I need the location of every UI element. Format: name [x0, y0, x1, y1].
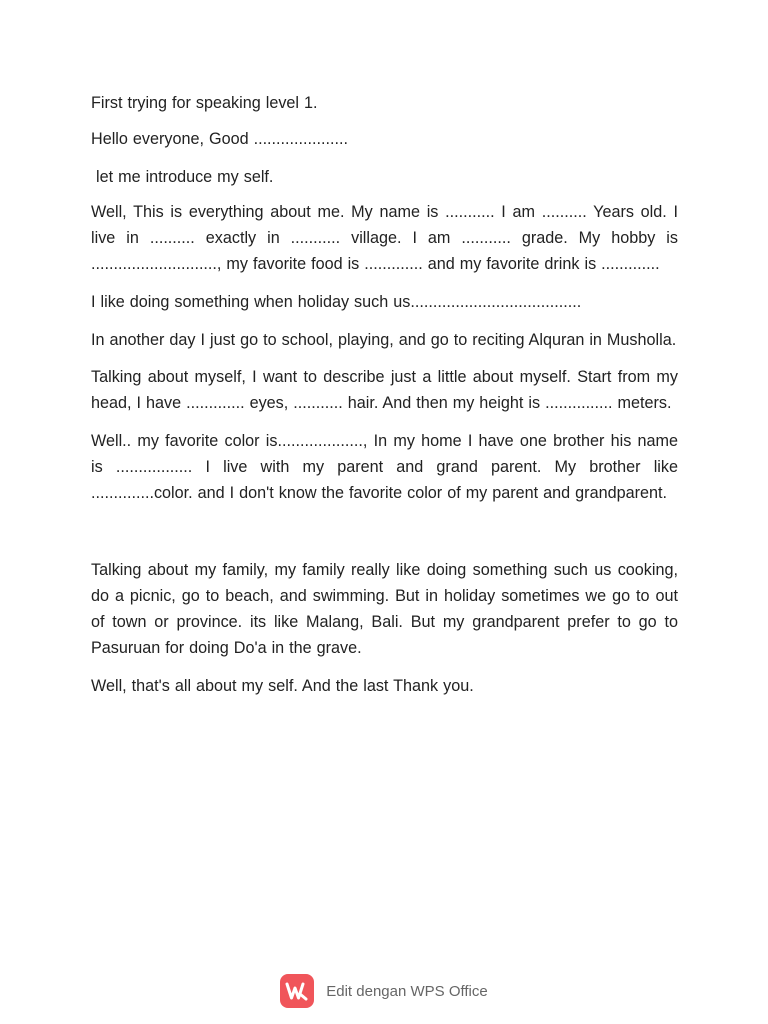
favorite-color-paragraph: Well.. my favorite color is..................., In my home I have one brother his name is ................. I live with my parent and grand parent. My brother like ..............color. and I don't know the favorite color of my parent and grandparent.: [91, 431, 678, 502]
family-paragraph: Talking about my family, my family really like doing something such us cooking, do a picnic, go to beach, and swimming. But in holiday sometimes we go to out of town or province. its like Malang, Bali. But my grandparent prefer to go to Pasuruan for doing Do'a in the grave.: [91, 561, 678, 657]
holiday-paragraph: I like doing something when holiday such us......................................: [91, 292, 582, 311]
daily-activity-paragraph: In another day I just go to school, playing, and go to reciting Alquran in Musholla.: [91, 330, 677, 349]
greeting-paragraph: Hello everyone, Good .....................: [91, 129, 349, 148]
closing-paragraph: Well, that's all about my self. And the last Thank you.: [91, 676, 474, 695]
wps-office-logo-icon: [280, 974, 314, 1008]
about-me-paragraph: Well, This is everything about me. My name is ........... I am .......... Years old. I live in .......... exactly in ........... village. I am ........... grade. My hobby is ............................, my favorite food is ............. and my favorite drink is .............: [91, 203, 678, 273]
document-title-line: First trying for speaking level 1.: [91, 94, 318, 112]
footer-edit-text[interactable]: Edit dengan WPS Office: [326, 982, 488, 1000]
wps-footer[interactable]: [0, 972, 768, 1010]
description-paragraph: Talking about myself, I want to describe just a little about myself. Start from my head, I have ............. eyes, ........... hair. And then my height is ............... meters.: [91, 368, 678, 413]
document-page: [91, 91, 678, 711]
introduction-paragraph: let me introduce my self.: [91, 167, 274, 186]
paragraph-spacer: [91, 518, 678, 558]
